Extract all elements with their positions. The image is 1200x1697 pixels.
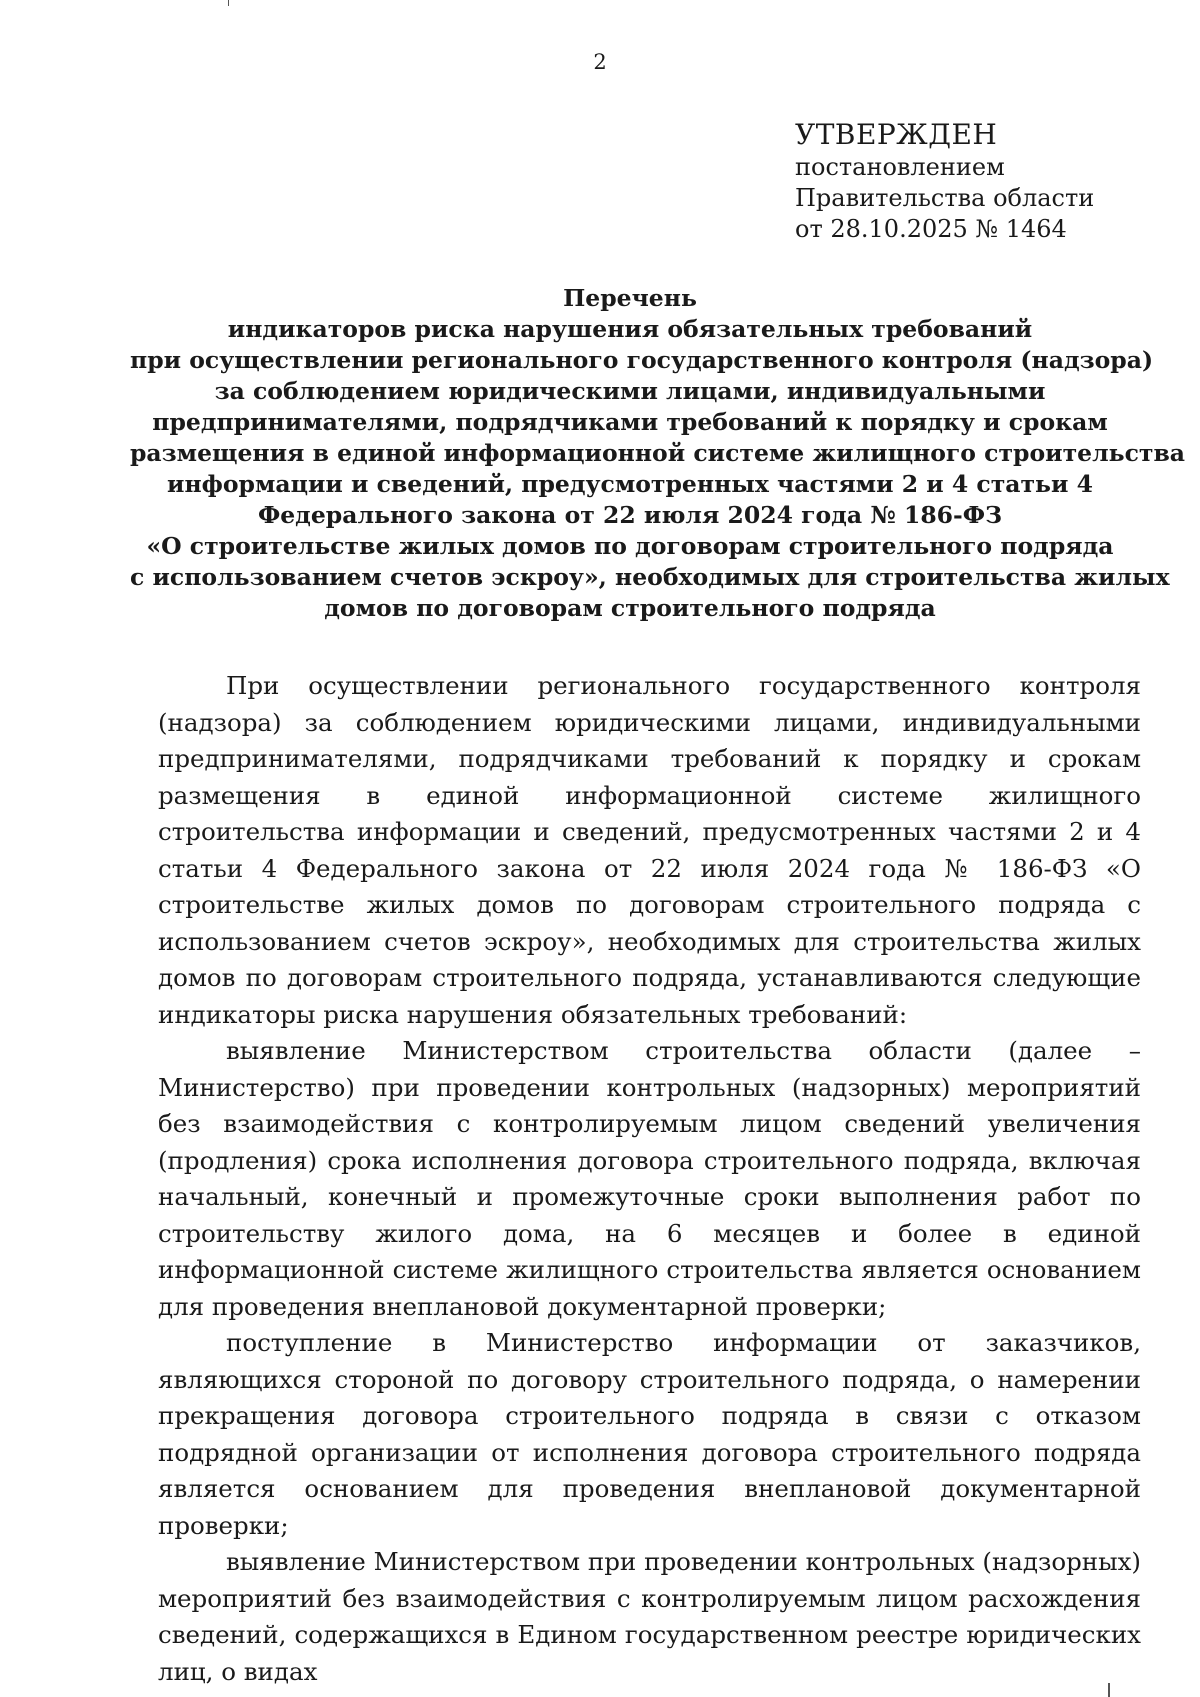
page-number: 2 (593, 50, 607, 74)
heading-line: «О строительстве жилых домов по договорам строительного подряда (146, 532, 1114, 560)
heading-line: с использованием счетов эскроу», необходимых для строительства жилых (130, 563, 1170, 591)
approval-line: Правительства области (795, 184, 1095, 212)
heading-line: индикаторов риска нарушения обязательных требований (227, 315, 1033, 343)
body-paragraph: выявление Министерством строительства области (далее – Министерство) при проведении контрольных (надзорных) мероприятий без взаимодействия с контролируемым лицом сведений увеличения (продления) срока исполнения договора строительного подряда, включая начальный, конечный и промежуточные сроки выполнения работ по строительству жилого дома, на 6 месяцев и более в единой информационной системе жилищного строительства является основанием для проведения внеплановой документарной проверки; (158, 1036, 1141, 1321)
document-body (158, 668, 1141, 1690)
approval-title: УТВЕРЖДЕН (795, 118, 998, 151)
body-paragraph: поступление в Министерство информации от заказчиков, являющихся стороной по договору строительного подряда, о намерении прекращения договора строительного подряда в связи с отказом подрядной организации от исполнения договора строительного подряда является основанием для проведения внеплановой документарной проверки; (158, 1328, 1141, 1540)
body-paragraph: При осуществлении регионального государственного контроля (надзора) за соблюдением юридическими лицами, индивидуальными предпринимателями, подрядчиками требований к порядку и срокам размещения в единой информационной системе жилищного строительства информации и сведений, предусмотренных частями 2 и 4 статьи 4 Федерального закона от 22 июля 2024 года № 186-ФЗ «О строительстве жилых домов по договорам строительного подряда с использованием счетов эскроу», необходимых для строительства жилых домов по договорам строительного подряда, устанавливаются следующие индикаторы риска нарушения обязательных требований: (158, 671, 1141, 1029)
body-paragraph: выявление Министерством при проведении контрольных (надзорных) мероприятий без взаимодействия с контролируемым лицом расхождения сведений, содержащихся в Едином государственном реестре юридических лиц, о видах (158, 1547, 1141, 1686)
heading-line: информации и сведений, предусмотренных частями 2 и 4 статьи 4 (167, 470, 1093, 498)
heading-line: размещения в единой информационной системе жилищного строительства (130, 439, 1186, 467)
heading-line: домов по договорам строительного подряда (324, 594, 936, 622)
approval-line: постановлением (795, 153, 1005, 181)
heading-line: за соблюдением юридическими лицами, индивидуальными (214, 377, 1046, 405)
heading-line: Перечень (563, 284, 697, 312)
scan-edge-mark (228, 0, 229, 6)
heading-line: предпринимателями, подрядчиками требований к порядку и срокам (152, 408, 1108, 436)
heading-line: Федерального закона от 22 июля 2024 года № 186-ФЗ (257, 501, 1003, 529)
scan-edge-mark (1108, 1683, 1110, 1697)
document-heading (130, 283, 1186, 624)
approval-line: от 28.10.2025 № 1464 (795, 215, 1067, 243)
heading-line: при осуществлении регионального государственного контроля (надзора) (130, 346, 1154, 374)
approval-stamp (795, 118, 1175, 245)
